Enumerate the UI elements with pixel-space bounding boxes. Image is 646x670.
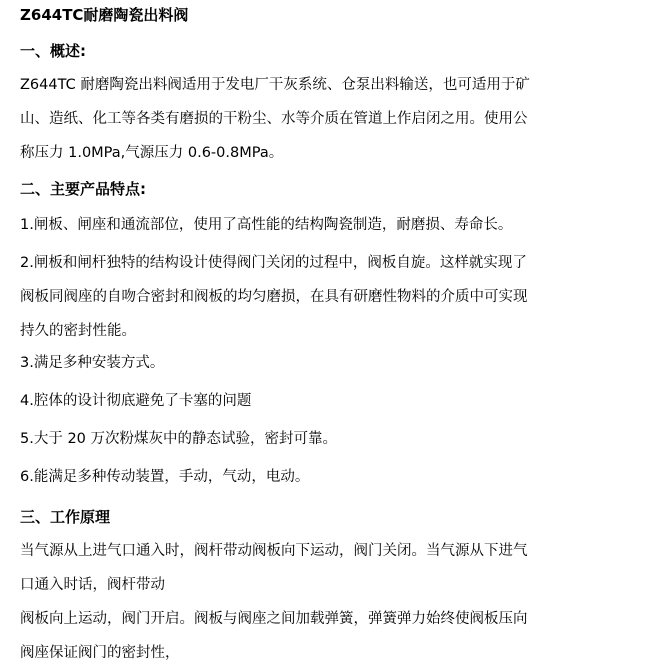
text-line: 阀座保证阀门的密封性， bbox=[20, 645, 180, 661]
text-line: Z644TC 耐磨陶瓷出料阀适用于发电厂干灰系统、仓泵出料输送，也可适用于矿 bbox=[20, 77, 530, 93]
text-line: 称压力 1.0MPa,气源压力 0.6-0.8MPa。 bbox=[20, 145, 284, 161]
feature-item-2 bbox=[20, 246, 620, 348]
text-line: 阀板同阀座的自吻合密封和阀板的均匀磨损，在具有研磨性物料的介质中可实现 bbox=[20, 289, 528, 305]
text-line: 当气源从上进气口通入时，阀杆带动阀板向下运动，阀门关闭。当气源从下进气 bbox=[20, 543, 528, 559]
feature-item-6 bbox=[20, 460, 620, 494]
text-line: 3.满足多种安装方式。 bbox=[20, 355, 165, 371]
text-line: 山、造纸、化工等各类有磨损的干粉尘、水等介质在管道上作启闭之用。使用公 bbox=[20, 111, 528, 127]
text-line: 4.腔体的设计彻底避免了卡塞的问题 bbox=[20, 393, 252, 409]
text-line: 持久的密封性能。 bbox=[20, 323, 136, 339]
document-title: Z644TC耐磨陶瓷出料阀 bbox=[20, 6, 189, 24]
text-line: 1.闸板、闸座和通流部位，使用了高性能的结构陶瓷制造，耐磨损、寿命长。 bbox=[20, 217, 513, 233]
feature-item-1 bbox=[20, 208, 620, 242]
overview-paragraph bbox=[20, 68, 620, 170]
feature-item-5 bbox=[20, 422, 620, 456]
section-heading-overview: 一、概述: bbox=[20, 42, 86, 60]
section-heading-principle: 三、工作原理 bbox=[20, 508, 111, 526]
text-line: 2.闸板和闸杆独特的结构设计使得阀门关闭的过程中，阀板自旋。这样就实现了 bbox=[20, 255, 527, 271]
section-heading-features: 二、主要产品特点: bbox=[20, 180, 146, 198]
principle-paragraph-2 bbox=[20, 602, 620, 670]
text-line: 5.大于 20 万次粉煤灰中的静态试验，密封可靠。 bbox=[20, 431, 338, 447]
feature-item-3 bbox=[20, 346, 620, 380]
text-line: 口通入时话，阀杆带动 bbox=[20, 577, 165, 593]
feature-item-4 bbox=[20, 384, 620, 418]
text-line: 6.能满足多种传动装置，手动，气动，电动。 bbox=[20, 469, 310, 485]
text-line: 阀板向上运动，阀门开启。阀板与阀座之间加载弹簧，弹簧弹力始终使阀板压向 bbox=[20, 611, 528, 627]
principle-paragraph-1 bbox=[20, 534, 620, 602]
